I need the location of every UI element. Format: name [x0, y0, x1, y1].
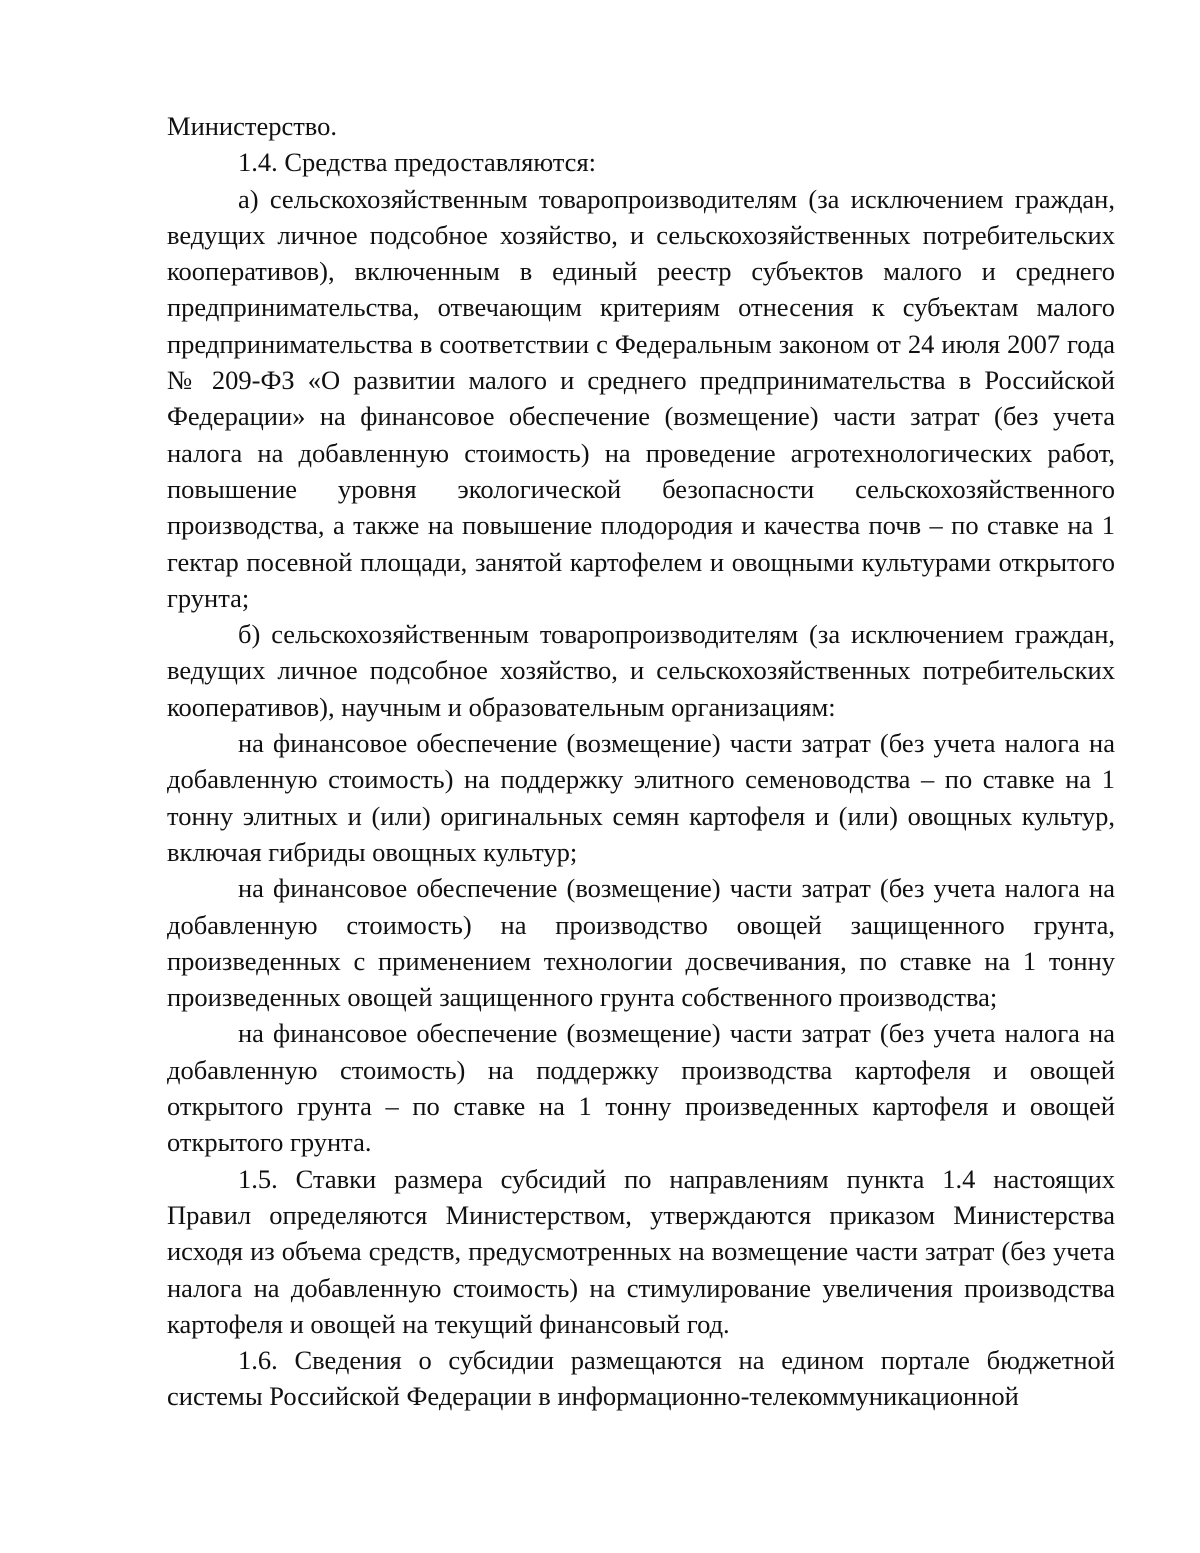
paragraph-1-4-a: а) сельскохозяйственным товаропроизводителям (за исключением граждан, ведущих личное подсобное хозяйство, и сельскохозяйственных потребительских кооперативов), включенным в единый реестр субъектов малого и среднего предпринимательства, отвечающим критериям отнесения к субъектам малого предпринимательства в соответствии с Федеральным законом от 24 июля 2007 года № 209-ФЗ «О развитии малого и среднего предпринимательства в Российской Федерации» на финансовое обеспечение (возмещение) части затрат (без учета налога на добавленную стоимость) на проведение агротехнологических работ, повышение уровня экологической безопасности сельскохозяйственного производства, а также на повышение плодородия и качества почв – по ставке на 1 гектар посевной площади, занятой картофелем и овощными культурами открытого грунта;: [167, 183, 1115, 613]
paragraph-1-4: 1.4. Средства предоставляются:: [238, 147, 596, 178]
paragraph-greenhouse: на финансовое обеспечение (возмещение) части затрат (без учета налога на добавленную стоимость) на производство овощей защищенного грунта, произведенных с применением технологии досвечивания, по ставке на 1 тонну произведенных овощей защищенного грунта собственного производства;: [167, 873, 1115, 1013]
paragraph-elite-seeds: на финансовое обеспечение (возмещение) части затрат (без учета налога на добавленную стоимость) на поддержку элитного семеноводства – по ставке на 1 тонну элитных и (или) оригинальных семян картофеля и (или) овощных культур, включая гибриды овощных культур;: [167, 728, 1115, 867]
paragraph-open-ground: на финансовое обеспечение (возмещение) части затрат (без учета налога на добавленную стоимость) на поддержку производства картофеля и овощей открытого грунта – по ставке на 1 тонну произведенных картофеля и овощей открытого грунта.: [167, 1018, 1115, 1158]
paragraph-ministry: Министерство.: [167, 111, 338, 141]
paragraph-1-6: 1.6. Сведения о субсидии размещаются на едином портале бюджетной системы Российской Федерации в информационно-телекоммуникационной: [167, 1345, 1115, 1412]
paragraph-1-4-b: б) сельскохозяйственным товаропроизводителям (за исключением граждан, ведущих личное подсобное хозяйство, и сельскохозяйственных потребительских кооперативов), научным и образовательным организациям:: [167, 619, 1115, 722]
paragraph-1-5: 1.5. Ставки размера субсидий по направлениям пункта 1.4 настоящих Правил определяются Министерством, утверждаются приказом Министерства исходя из объема средств, предусмотренных на возмещение части затрат (без учета налога на добавленную стоимость) на стимулирование увеличения производства картофеля и овощей на текущий финансовый год.: [167, 1163, 1115, 1339]
document-text: [167, 108, 1115, 1415]
